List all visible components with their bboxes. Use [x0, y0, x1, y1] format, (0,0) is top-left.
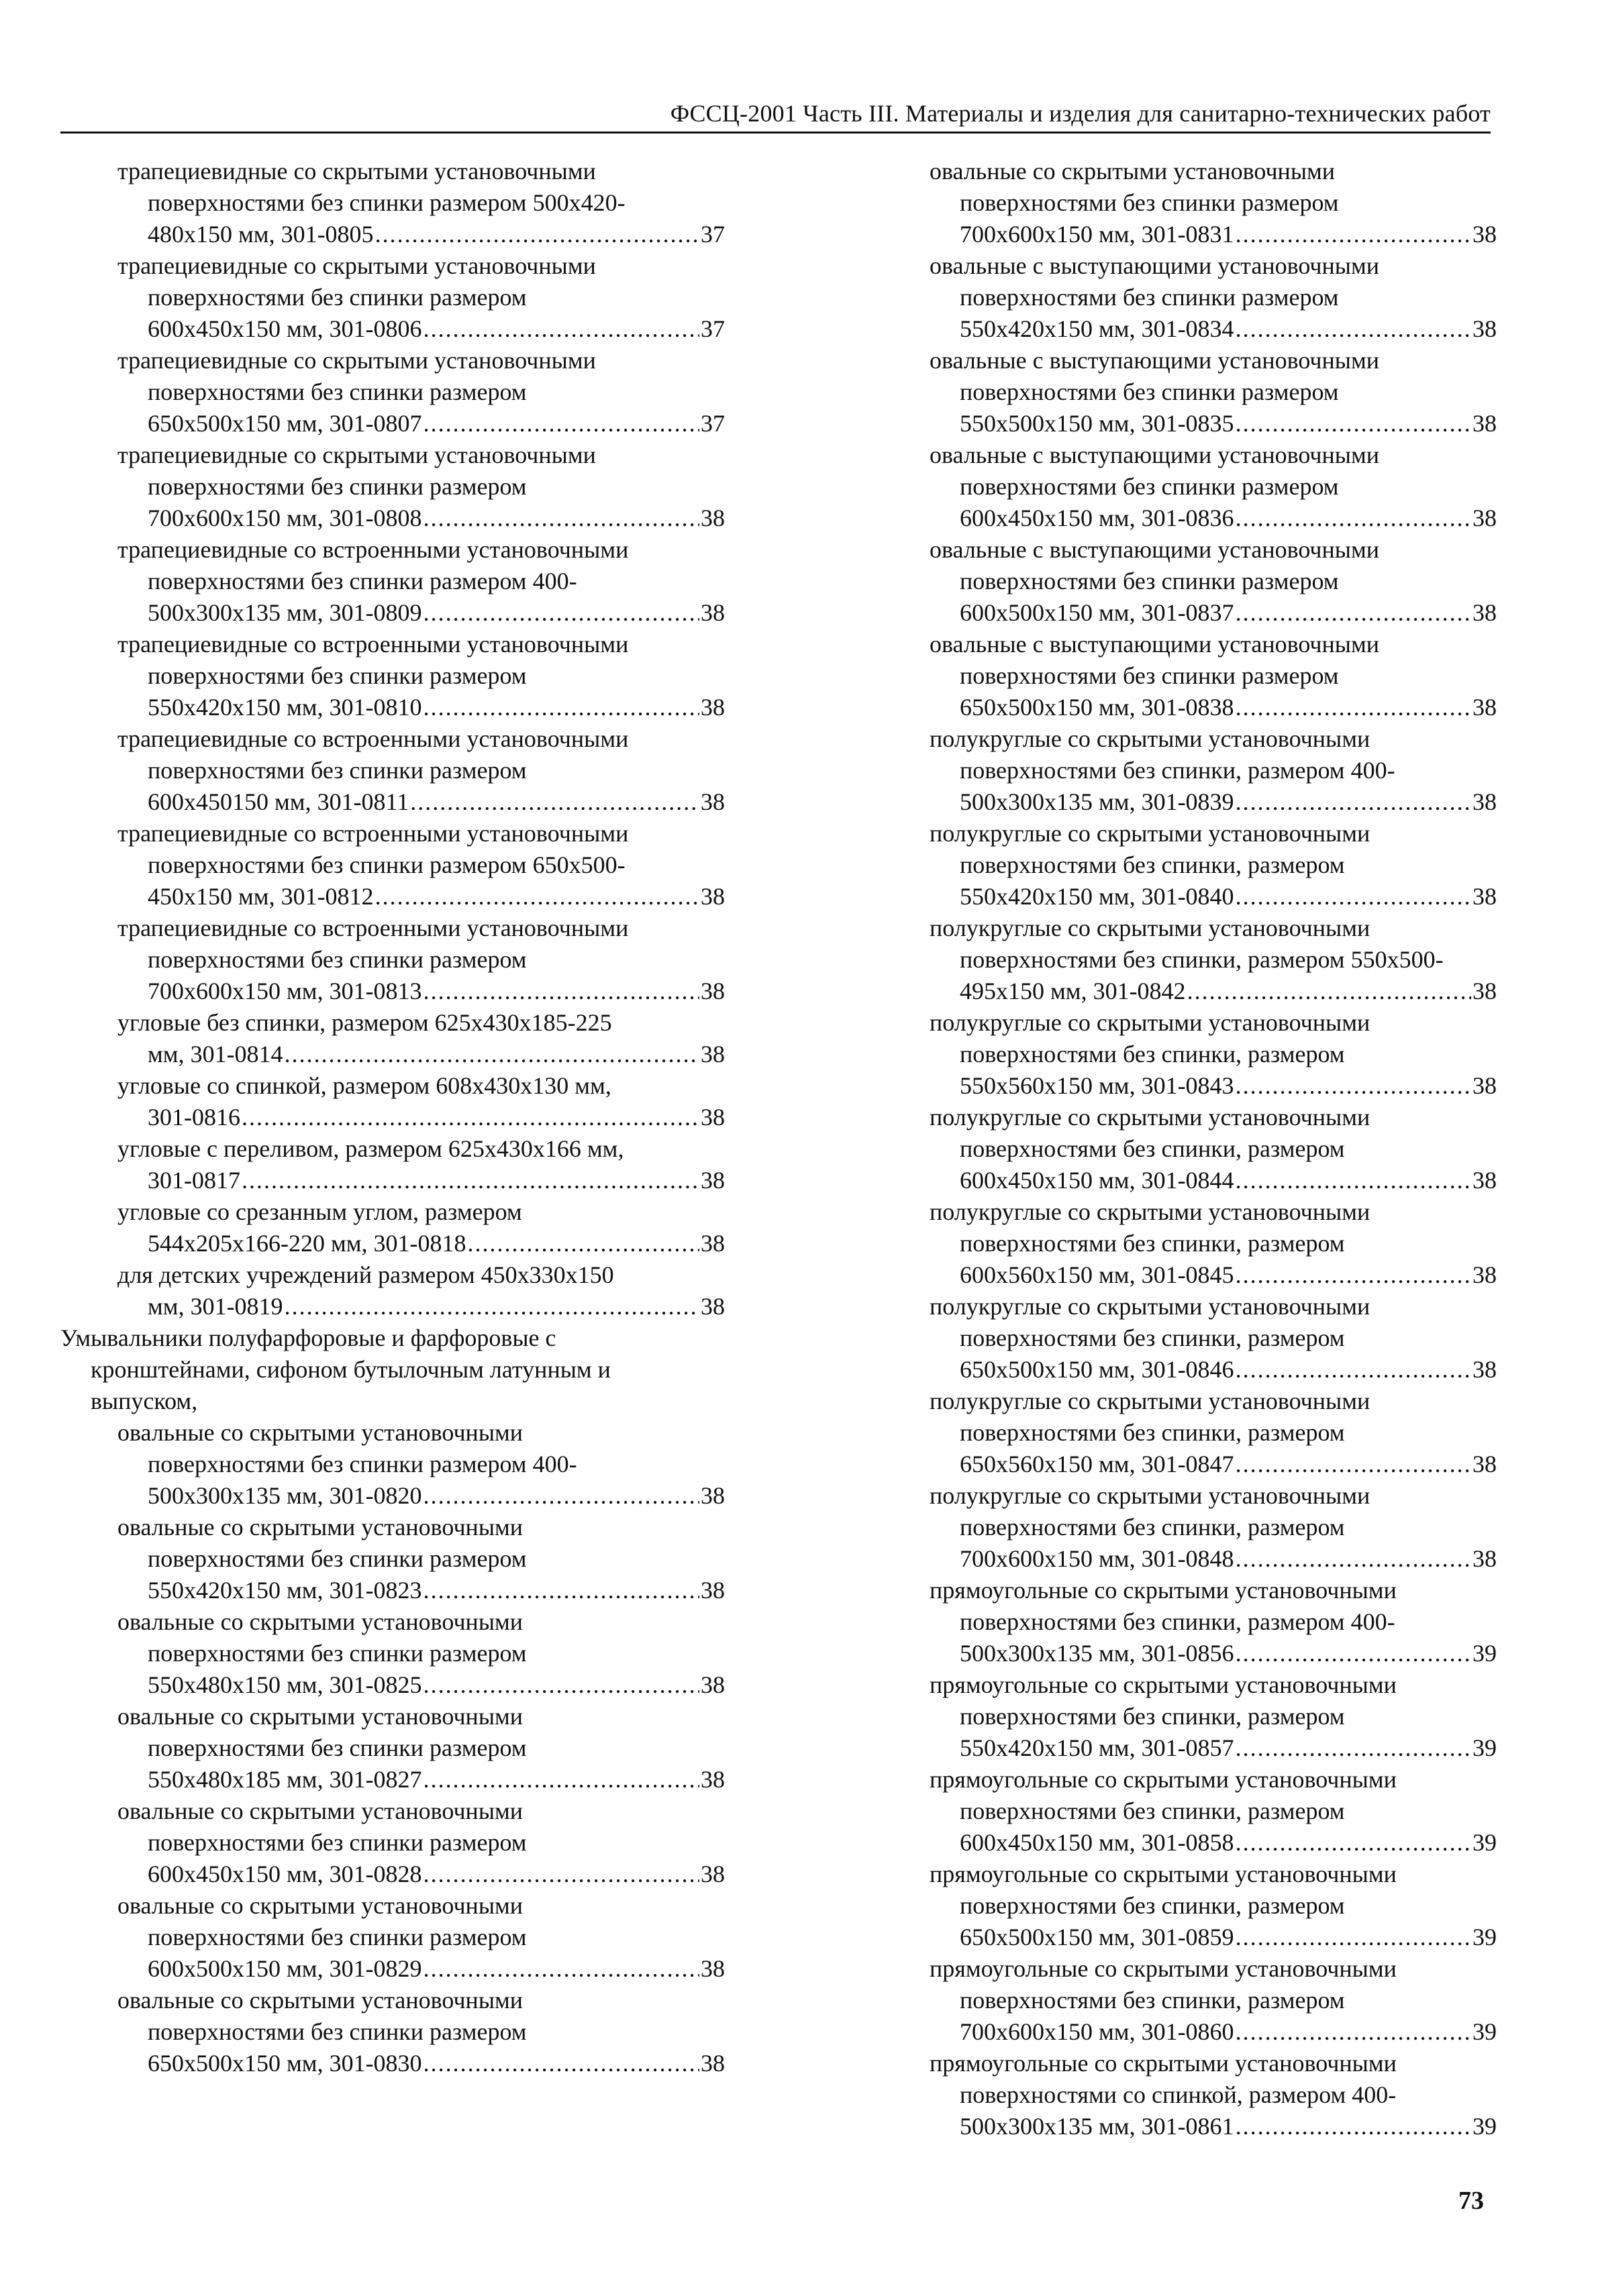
entry-line: [60, 1291, 725, 1322]
entry-line: полукруглые со скрытыми установочными: [930, 1388, 1370, 1414]
entry-line: поверхностями без спинки, размером: [960, 1230, 1345, 1257]
entry-line: овальные с выступающими установочными: [930, 252, 1380, 279]
entry-line: [872, 1165, 1497, 1196]
entry-line: [60, 1165, 725, 1196]
index-entry: [60, 1985, 725, 2079]
entry-line-text: 650х500х150 мм, 301-0846: [960, 1356, 1234, 1383]
entry-page-number: 38: [701, 2050, 725, 2077]
dot-leader: [1236, 597, 1471, 629]
entry-line: поверхностями без спинки размером: [148, 473, 527, 500]
dot-leader: [423, 976, 699, 1007]
entry-line: поверхностями без спинки размером: [148, 1545, 527, 1572]
entry-page-number: 38: [701, 1293, 725, 1320]
index-entry: [872, 1196, 1497, 1291]
entry-line: поверхностями без спинки размером: [148, 1829, 527, 1856]
dot-leader: [1236, 881, 1471, 912]
entry-line: [872, 1259, 1497, 1291]
entry-line: поверхностями без спинки размером: [960, 568, 1339, 594]
entry-line: поверхностями без спинки размером: [148, 946, 527, 973]
index-entry: [60, 1070, 725, 1133]
index-entry: [60, 1259, 725, 1322]
dot-leader: [1236, 1922, 1471, 1953]
entry-page-number: 38: [701, 1482, 725, 1509]
entry-line-text: 544х205х166-220 мм, 301-0818: [148, 1230, 466, 1257]
entry-line-text: 550х480х185 мм, 301-0827: [148, 1766, 422, 1793]
index-entry: [60, 534, 725, 629]
entry-line: угловые без спинки, размером 625х430х185-225: [117, 1009, 612, 1036]
dot-leader: [423, 1669, 699, 1701]
entry-line: [60, 1575, 725, 1606]
entry-line: поверхностями без спинки размером 500х420-: [148, 189, 626, 216]
entry-line: поверхностями без спинки, размером: [960, 1987, 1345, 2014]
header-title: ФССЦ-2001 Часть III. Материалы и изделия для санитарно-технических работ: [670, 100, 1491, 127]
index-column-right: [872, 156, 1497, 2142]
entry-line-text: мм, 301-0819: [148, 1293, 283, 1320]
index-entry: [60, 345, 725, 439]
dot-leader: [1236, 692, 1471, 723]
entry-line: поверхностями без спинки, размером: [960, 1703, 1345, 1730]
entry-line: [60, 1102, 725, 1133]
index-entry: [872, 534, 1497, 629]
dot-leader: [423, 692, 699, 723]
entry-line-text: 450х150 мм, 301-0812: [148, 883, 374, 910]
entry-line-text: 500х300х135 мм, 301-0861: [960, 2113, 1234, 2140]
entry-line-text: 550х420х150 мм, 301-0823: [148, 1577, 422, 1604]
entry-line-text: 550х420х150 мм, 301-0857: [960, 1734, 1234, 1761]
entry-line: [60, 786, 725, 818]
entry-line: угловые с переливом, размером 625х430х166 мм,: [117, 1135, 624, 1162]
entry-line-text: 500х300х135 мм, 301-0856: [960, 1640, 1234, 1667]
entry-line-text: мм, 301-0814: [148, 1041, 283, 1067]
entry-line: полукруглые со скрытыми установочными: [930, 725, 1370, 752]
entry-line: полукруглые со скрытыми установочными: [930, 1293, 1370, 1320]
entry-line: [872, 597, 1497, 629]
entry-line: трапециевидные со скрытыми установочными: [117, 158, 596, 185]
dot-leader: [423, 1859, 699, 1890]
entry-line: [872, 1449, 1497, 1480]
entry-page-number: 38: [701, 1167, 725, 1194]
entry-line: прямоугольные со скрытыми установочными: [930, 2050, 1397, 2077]
running-header: [60, 95, 1491, 134]
entry-line: Умывальники полуфарфоровые и фарфоровые с: [60, 1324, 556, 1351]
entry-line: трапециевидные со встроенными установочными: [117, 536, 629, 563]
entry-page-number: 37: [701, 410, 725, 437]
entry-line-text: 600х500х150 мм, 301-0829: [148, 1955, 422, 1982]
index-entry: [872, 345, 1497, 439]
entry-line-text: 480х150 мм, 301-0805: [148, 221, 374, 248]
entry-line: поверхностями без спинки размером 650х500-: [148, 851, 626, 878]
entry-line-text: 550х500х150 мм, 301-0835: [960, 410, 1234, 437]
index-entry: [60, 1133, 725, 1196]
entry-page-number: 38: [1472, 694, 1497, 721]
index-entry: [60, 1196, 725, 1259]
index-entry: [60, 629, 725, 723]
entry-line: поверхностями без спинки, размером: [960, 851, 1345, 878]
entry-line-text: 550х560х150 мм, 301-0843: [960, 1072, 1234, 1099]
entry-page-number: 38: [701, 1104, 725, 1131]
entry-page-number: 38: [1472, 1167, 1497, 1194]
entry-line: трапециевидные со скрытыми установочными: [117, 441, 596, 468]
entry-page-number: 38: [701, 788, 725, 815]
entry-line: поверхностями без спинки размером: [148, 378, 527, 405]
entry-line-text: 650х500х150 мм, 301-0807: [148, 410, 422, 437]
dot-leader: [423, 408, 699, 439]
entry-line: поверхностями без спинки размером: [148, 662, 527, 689]
entry-line: [872, 881, 1497, 912]
entry-line-text: 550х420х150 мм, 301-0810: [148, 694, 422, 721]
entry-line: трапециевидные со скрытыми установочными: [117, 252, 596, 279]
entry-line-text: 600х450х150 мм, 301-0836: [960, 505, 1234, 531]
entry-line: овальные со скрытыми установочными: [117, 1797, 523, 1824]
entry-line: [872, 2016, 1497, 2048]
index-entry: [872, 1007, 1497, 1102]
entry-page-number: 38: [1472, 505, 1497, 531]
entry-line: прямоугольные со скрытыми установочными: [930, 1861, 1397, 1887]
index-entry: [872, 912, 1497, 1007]
index-entry: [60, 1701, 725, 1795]
entry-line: выпуском,: [91, 1388, 198, 1414]
entry-line-text: 650х500х150 мм, 301-0830: [148, 2050, 422, 2077]
dot-leader: [1236, 503, 1471, 534]
entry-page-number: 38: [1472, 599, 1497, 626]
dot-leader: [285, 1039, 699, 1070]
entry-line: [872, 1354, 1497, 1386]
entry-line-text: 600х450150 мм, 301-0811: [148, 788, 409, 815]
entry-line-text: 600х450х150 мм, 301-0858: [960, 1829, 1234, 1856]
entry-page-number: 38: [701, 599, 725, 626]
entry-line: овальные со скрытыми установочными: [117, 1703, 523, 1730]
entry-line: трапециевидные со встроенными установочными: [117, 725, 629, 752]
entry-line: [872, 1638, 1497, 1669]
entry-page-number: 39: [1472, 2018, 1497, 2045]
entry-line-text: 700х600х150 мм, 301-0813: [148, 978, 422, 1004]
entry-line: овальные со скрытыми установочными: [117, 1892, 523, 1919]
entry-line: полукруглые со скрытыми установочными: [930, 1104, 1370, 1131]
index-column-left: [60, 156, 725, 2079]
entry-page-number: 38: [701, 1230, 725, 1257]
entry-line: поверхностями без спинки, размером 400-: [960, 757, 1395, 784]
entry-page-number: 38: [1472, 410, 1497, 437]
entry-line: угловые со спинкой, размером 608х430х130 мм,: [117, 1072, 611, 1099]
entry-line: трапециевидные со встроенными установочными: [117, 915, 629, 941]
entry-line-text: 600х500х150 мм, 301-0837: [960, 599, 1234, 626]
entry-line: трапециевидные со скрытыми установочными: [117, 347, 596, 374]
entry-page-number: 37: [701, 315, 725, 342]
dot-leader: [1236, 313, 1471, 345]
entry-line: трапециевидные со встроенными установочными: [117, 631, 629, 658]
entry-line: поверхностями без спинки, размером 550х500-: [960, 946, 1444, 973]
entry-line: [872, 1922, 1497, 1953]
entry-page-number: 38: [701, 1041, 725, 1067]
index-entry: [60, 1007, 725, 1070]
index-entry: [872, 1859, 1497, 1953]
index-entry: [872, 439, 1497, 534]
dot-leader: [1236, 1638, 1471, 1669]
entry-page-number: 38: [701, 1861, 725, 1887]
dot-leader: [423, 1953, 699, 1985]
entry-line-text: 600х560х150 мм, 301-0845: [960, 1261, 1234, 1288]
entry-line: прямоугольные со скрытыми установочными: [930, 1577, 1397, 1604]
entry-page-number: 38: [1472, 978, 1497, 1004]
dot-leader: [1236, 1543, 1471, 1575]
entry-line: поверхностями без спинки размером: [148, 1924, 527, 1950]
entry-line: овальные с выступающими установочными: [930, 441, 1380, 468]
entry-page-number: 38: [1472, 788, 1497, 815]
entry-line: овальные с выступающими установочными: [930, 347, 1380, 374]
entry-line: поверхностями без спинки, размером: [960, 1041, 1345, 1067]
index-entry: [60, 250, 725, 345]
index-entry: [60, 1417, 725, 1512]
entry-line: трапециевидные со встроенными установочными: [117, 820, 629, 847]
entry-line: поверхностями без спинки, размером: [960, 1797, 1345, 1824]
entry-page-number: 38: [1472, 221, 1497, 248]
entry-line: поверхностями без спинки размером: [960, 284, 1339, 311]
entry-page-number: 38: [701, 978, 725, 1004]
dot-leader: [423, 313, 699, 345]
entry-line: [60, 976, 725, 1007]
dot-leader: [1236, 1732, 1471, 1764]
entry-line: [60, 503, 725, 534]
entry-line-text: 700х600х150 мм, 301-0831: [960, 221, 1234, 248]
entry-line: [60, 1764, 725, 1795]
entry-line: [60, 692, 725, 723]
entry-line-text: 495х150 мм, 301-0842: [960, 978, 1186, 1004]
entry-line: кронштейнами, сифоном бутылочным латунным и: [91, 1356, 611, 1383]
dot-leader: [1236, 2111, 1471, 2142]
entry-line: [872, 219, 1497, 250]
dot-leader: [468, 1228, 699, 1259]
page-number: 73: [1458, 2187, 1484, 2215]
entry-line-text: 600х450х150 мм, 301-0844: [960, 1167, 1234, 1194]
dot-leader: [1187, 976, 1471, 1007]
entry-line: [872, 1827, 1497, 1859]
dot-leader: [1236, 1354, 1471, 1386]
entry-line: овальные со скрытыми установочными: [117, 1514, 523, 1541]
entry-line-text: 700х600х150 мм, 301-0808: [148, 505, 422, 531]
entry-line-text: 650х560х150 мм, 301-0847: [960, 1451, 1234, 1477]
dot-leader: [375, 219, 699, 250]
entry-line: поверхностями без спинки, размером: [960, 1324, 1345, 1351]
entry-line: прямоугольные со скрытыми установочными: [930, 1766, 1397, 1793]
dot-leader: [1236, 1259, 1471, 1291]
dot-leader: [285, 1291, 699, 1322]
entry-line-text: 550х420х150 мм, 301-0840: [960, 883, 1234, 910]
dot-leader: [1236, 2016, 1471, 2048]
entry-line: [872, 2111, 1497, 2142]
dot-leader: [423, 2048, 699, 2079]
entry-line: поверхностями без спинки, размером 400-: [960, 1608, 1395, 1635]
entry-line: поверхностями без спинки размером: [960, 189, 1339, 216]
entry-line-text: 650х500х150 мм, 301-0859: [960, 1924, 1234, 1950]
dot-leader: [1236, 1070, 1471, 1102]
entry-line: поверхностями без спинки, размером: [960, 1514, 1345, 1541]
entry-line: поверхностями без спинки размером: [148, 1640, 527, 1667]
entry-line-text: 550х420х150 мм, 301-0834: [960, 315, 1234, 342]
entry-line: [60, 2048, 725, 2079]
dot-leader: [1236, 408, 1471, 439]
entry-page-number: 38: [701, 505, 725, 531]
entry-page-number: 38: [1472, 1072, 1497, 1099]
entry-line: поверхностями без спинки размером: [148, 2018, 527, 2045]
entry-line: [872, 692, 1497, 723]
entry-line: поверхностями без спинки размером: [148, 284, 527, 311]
entry-line: поверхностями без спинки, размером: [960, 1892, 1345, 1919]
entry-line: [60, 1953, 725, 1985]
dot-leader: [375, 881, 699, 912]
entry-line: овальные со скрытыми установочными: [930, 158, 1336, 185]
index-entry: [872, 1953, 1497, 2048]
index-entry: [872, 250, 1497, 345]
index-entry: [60, 723, 725, 818]
index-entry: [872, 2048, 1497, 2142]
index-entry: [60, 156, 725, 250]
dot-leader: [423, 503, 699, 534]
entry-line: [872, 786, 1497, 818]
index-entry: [60, 1890, 725, 1985]
entry-page-number: 38: [701, 883, 725, 910]
entry-line: полукруглые со скрытыми установочными: [930, 1482, 1370, 1509]
index-entry: [872, 723, 1497, 818]
entry-line: для детских учреждений размером 450х330х150: [117, 1261, 614, 1288]
entry-line-text: 550х480х150 мм, 301-0825: [148, 1671, 422, 1698]
entry-page-number: 38: [1472, 1545, 1497, 1572]
entry-page-number: 38: [1472, 883, 1497, 910]
index-entry: [872, 1480, 1497, 1575]
entry-line: поверхностями без спинки размером: [960, 473, 1339, 500]
entry-line-text: 700х600х150 мм, 301-0848: [960, 1545, 1234, 1572]
entry-line: овальные с выступающими установочными: [930, 536, 1380, 563]
dot-leader: [423, 597, 699, 629]
entry-page-number: 39: [1472, 2113, 1497, 2140]
entry-line: прямоугольные со скрытыми установочными: [930, 1671, 1397, 1698]
entry-page-number: 38: [701, 1955, 725, 1982]
entry-line: овальные со скрытыми установочными: [117, 1987, 523, 2014]
dot-leader: [1236, 1165, 1471, 1196]
entry-line: поверхностями без спинки размером 400-: [148, 568, 577, 594]
entry-page-number: 38: [1472, 315, 1497, 342]
entry-line: полукруглые со скрытыми установочными: [930, 1198, 1370, 1225]
section-heading: [60, 1322, 725, 1417]
entry-page-number: 39: [1472, 1734, 1497, 1761]
entry-page-number: 38: [701, 1671, 725, 1698]
entry-line: [872, 1543, 1497, 1575]
entry-line: полукруглые со скрытыми установочными: [930, 915, 1370, 941]
index-entry: [872, 629, 1497, 723]
entry-line: угловые со срезанным углом, размером: [117, 1198, 522, 1225]
entry-line: овальные со скрытыми установочными: [117, 1419, 523, 1446]
index-entry: [872, 1386, 1497, 1480]
index-entry: [60, 1795, 725, 1890]
index-entry: [872, 818, 1497, 912]
entry-line: поверхностями без спинки, размером: [960, 1135, 1345, 1162]
entry-page-number: 37: [701, 221, 725, 248]
entry-line: [872, 1070, 1497, 1102]
dot-leader: [1236, 1827, 1471, 1859]
entry-line-text: 600х450х150 мм, 301-0806: [148, 315, 422, 342]
index-entry: [872, 156, 1497, 250]
entry-page-number: 38: [701, 1766, 725, 1793]
entry-line-text: 500х300х135 мм, 301-0839: [960, 788, 1234, 815]
entry-line: овальные со скрытыми установочными: [117, 1608, 523, 1635]
entry-line: прямоугольные со скрытыми установочными: [930, 1955, 1397, 1982]
entry-line-text: 500х300х135 мм, 301-0809: [148, 599, 422, 626]
entry-line-text: 500х300х135 мм, 301-0820: [148, 1482, 422, 1509]
entry-line: [60, 881, 725, 912]
index-entry: [872, 1291, 1497, 1386]
entry-line: [872, 1732, 1497, 1764]
dot-leader: [423, 1764, 699, 1795]
index-entry: [872, 1575, 1497, 1669]
entry-line: [60, 1228, 725, 1259]
index-entry: [872, 1764, 1497, 1859]
entry-line: поверхностями без спинки размером: [960, 378, 1339, 405]
entry-page-number: 39: [1472, 1829, 1497, 1856]
dot-leader: [1236, 1449, 1471, 1480]
entry-page-number: 39: [1472, 1924, 1497, 1950]
entry-line-text: 301-0816: [148, 1104, 240, 1131]
entry-page-number: 38: [701, 694, 725, 721]
dot-leader: [242, 1165, 699, 1196]
entry-page-number: 38: [1472, 1356, 1497, 1383]
entry-line: поверхностями без спинки, размером: [960, 1419, 1345, 1446]
entry-page-number: 39: [1472, 1640, 1497, 1667]
dot-leader: [1236, 219, 1471, 250]
entry-line-text: 301-0817: [148, 1167, 240, 1194]
entry-line: [60, 1039, 725, 1070]
index-entry: [872, 1669, 1497, 1764]
index-entry: [60, 1512, 725, 1606]
entry-line: поверхностями без спинки размером: [148, 757, 527, 784]
entry-line: [872, 976, 1497, 1007]
entry-line: [60, 313, 725, 345]
entry-line: овальные с выступающими установочными: [930, 631, 1380, 658]
entry-line-text: 700х600х150 мм, 301-0860: [960, 2018, 1234, 2045]
entry-line: [60, 219, 725, 250]
index-entry: [60, 818, 725, 912]
dot-leader: [242, 1102, 699, 1133]
dot-leader: [423, 1575, 699, 1606]
index-entry: [60, 1606, 725, 1701]
entry-line: [872, 408, 1497, 439]
dot-leader: [423, 1480, 699, 1512]
entry-line: [872, 313, 1497, 345]
dot-leader: [410, 786, 699, 818]
index-entry: [60, 912, 725, 1007]
entry-page-number: 38: [1472, 1261, 1497, 1288]
entry-line: поверхностями без спинки размером: [960, 662, 1339, 689]
entry-line: поверхностями без спинки размером 400-: [148, 1451, 577, 1477]
entry-line: полукруглые со скрытыми установочными: [930, 820, 1370, 847]
entry-line: поверхностями со спинкой, размером 400-: [960, 2081, 1397, 2108]
entry-line: [60, 408, 725, 439]
entry-line-text: 600х450х150 мм, 301-0828: [148, 1861, 422, 1887]
entry-page-number: 38: [1472, 1451, 1497, 1477]
index-entry: [60, 439, 725, 534]
entry-line: поверхностями без спинки размером: [148, 1734, 527, 1761]
index-entry: [872, 1102, 1497, 1196]
entry-line: [60, 597, 725, 629]
dot-leader: [1236, 786, 1471, 818]
entry-line: [60, 1480, 725, 1512]
entry-line: [872, 503, 1497, 534]
entry-line-text: 650х500х150 мм, 301-0838: [960, 694, 1234, 721]
entry-line: [60, 1859, 725, 1890]
entry-line: полукруглые со скрытыми установочными: [930, 1009, 1370, 1036]
entry-page-number: 38: [701, 1577, 725, 1604]
entry-line: [60, 1669, 725, 1701]
